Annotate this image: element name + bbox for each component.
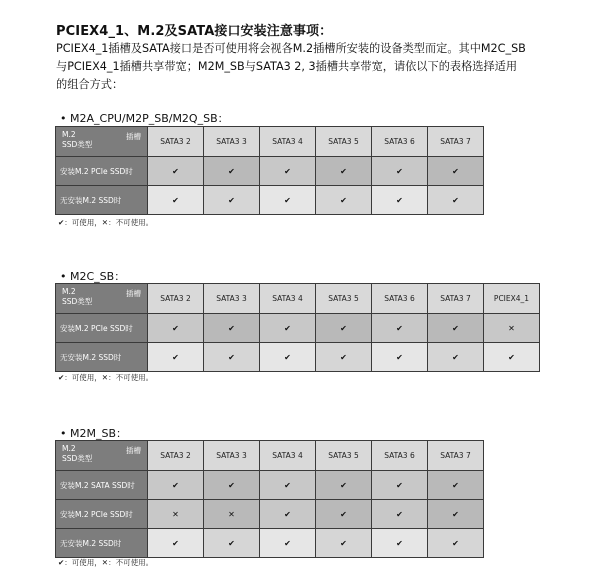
check-icon: ✔ [340,509,347,519]
table-cell [148,471,204,500]
check-icon: ✔ [228,480,235,490]
corner-type-line: SSD类型 [62,297,93,306]
table-cell [428,471,484,500]
table-cell [372,157,428,186]
column-header: SATA3 2 [148,127,204,157]
check-icon: ✔ [284,166,291,176]
table-m2c [55,283,540,372]
corner-type-line: M.2 [62,130,76,139]
section-label-text: M2M_SB： [70,427,128,440]
column-header: SATA3 2 [148,441,204,471]
bullet-icon: • [60,112,67,125]
table-cell [260,343,316,372]
table-cell [316,471,372,500]
column-header: SATA3 6 [372,127,428,157]
table-cell [148,529,204,558]
table-cell [204,343,260,372]
table-cell [204,500,260,529]
table-cell [260,471,316,500]
column-header: SATA3 2 [148,284,204,314]
check-icon: ✔ [340,538,347,548]
table-cell [260,529,316,558]
column-header: SATA3 4 [260,284,316,314]
table-cell [260,314,316,343]
column-header: SATA3 5 [316,127,372,157]
column-header: SATA3 4 [260,127,316,157]
check-icon: ✔ [284,352,291,362]
table-header-row [56,284,540,314]
row-header: 安装M.2 PCIe SSD时 [56,314,148,343]
table-cell [372,343,428,372]
check-icon: ✔ [340,195,347,205]
column-header: SATA3 4 [260,441,316,471]
check-icon: ✔ [228,195,235,205]
check-icon: ✔ [284,538,291,548]
check-icon: ✔ [452,480,459,490]
column-header: SATA3 3 [204,284,260,314]
table-cell [260,186,316,215]
check-icon: ✔ [452,509,459,519]
check-icon: ✔ [452,195,459,205]
column-header: SATA3 7 [428,284,484,314]
check-icon: ✔ [228,352,235,362]
table-m2m [55,440,484,558]
check-icon: ✔ [452,352,459,362]
check-icon: ✔ [284,480,291,490]
table-cell [428,500,484,529]
check-icon: ✔ [284,323,291,333]
check-icon: ✔ [284,509,291,519]
table-cell [204,314,260,343]
table-cell [428,314,484,343]
table-row [56,186,484,215]
check-icon: ✔ [396,323,403,333]
check-icon: ✔ [452,323,459,333]
table-cell [148,186,204,215]
cross-icon: ✕ [228,509,235,519]
legend: ✔：可使用，✕：不可使用。 [58,373,154,382]
corner-type-line: M.2 [62,287,76,296]
legend: ✔：可使用，✕：不可使用。 [58,558,154,567]
check-icon: ✔ [340,166,347,176]
section-label-text: M2C_SB： [70,270,126,283]
table-row [56,500,484,529]
table-row [56,343,540,372]
table-cell [372,500,428,529]
page-title: PCIEX4_1、M.2及SATA接口安装注意事项： [56,24,333,39]
cross-icon: ✕ [508,323,515,333]
section-label-m2a [60,110,229,126]
row-header: 安装M.2 SATA SSD时 [56,471,148,500]
table-cell [484,343,540,372]
table-cell [204,471,260,500]
table-header-row [56,441,484,471]
column-header: SATA3 7 [428,441,484,471]
column-header: SATA3 6 [372,284,428,314]
table-cell [204,157,260,186]
row-header: 无安装M.2 SSD时 [56,186,148,215]
corner-slot-label: 插槽 [126,132,141,141]
column-header: SATA3 3 [204,127,260,157]
table-row [56,529,484,558]
table-cell [260,157,316,186]
table-cell [428,186,484,215]
table-header-row [56,127,484,157]
corner-type-line: SSD类型 [62,140,93,149]
corner-slot-label: 插槽 [126,289,141,298]
row-header: 安装M.2 PCIe SSD时 [56,500,148,529]
table-row [56,157,484,186]
table-cell [316,186,372,215]
table-cell [372,186,428,215]
table-cell [148,500,204,529]
table-cell [316,500,372,529]
table-cell [260,500,316,529]
column-header: SATA3 5 [316,441,372,471]
check-icon: ✔ [340,323,347,333]
check-icon: ✔ [396,480,403,490]
section-label-m2c [60,268,125,284]
check-icon: ✔ [396,538,403,548]
check-icon: ✔ [172,323,179,333]
table-cell [204,186,260,215]
legend: ✔：可使用，✕：不可使用。 [58,218,154,227]
intro-line: PCIEX4_1插槽及SATA接口是否可使用将会视各M.2插槽所安装的设备类型而定。其中M2C_SB [56,42,526,55]
check-icon: ✔ [172,195,179,205]
check-icon: ✔ [228,323,235,333]
corner-type-label [62,130,92,150]
check-icon: ✔ [228,538,235,548]
intro-line: 的组合方式： [56,78,124,91]
corner-header [56,441,148,471]
column-header: SATA3 6 [372,441,428,471]
table-m2a [55,126,484,215]
check-icon: ✔ [340,352,347,362]
table-cell [204,529,260,558]
check-icon: ✔ [396,509,403,519]
table-cell [372,529,428,558]
check-icon: ✔ [452,538,459,548]
table-cell [372,314,428,343]
table-cell [428,343,484,372]
bullet-icon: • [60,427,67,440]
table-cell [148,343,204,372]
table-cell [316,343,372,372]
table-cell [316,529,372,558]
row-header: 安装M.2 PCIe SSD时 [56,157,148,186]
table-cell [316,157,372,186]
check-icon: ✔ [396,195,403,205]
intro-line: 与PCIEX4_1插槽共享带宽；M2M_SB与SATA3 2, 3插槽共享带宽，请依以下的表格选择适用 [56,60,518,73]
table-row [56,314,540,343]
column-header: SATA3 3 [204,441,260,471]
table-cell [484,314,540,343]
section-label-m2m [60,425,127,441]
table-cell [316,314,372,343]
check-icon: ✔ [340,480,347,490]
cross-icon: ✕ [172,509,179,519]
column-header: SATA3 5 [316,284,372,314]
check-icon: ✔ [228,166,235,176]
corner-header [56,127,148,157]
column-header: PCIEX4_1 [484,284,540,314]
column-header: SATA3 7 [428,127,484,157]
corner-slot-label: 插槽 [126,446,141,455]
corner-type-label [62,287,92,307]
bullet-icon: • [60,270,67,283]
check-icon: ✔ [172,166,179,176]
check-icon: ✔ [396,352,403,362]
check-icon: ✔ [172,538,179,548]
table-cell [148,314,204,343]
check-icon: ✔ [508,352,515,362]
check-icon: ✔ [396,166,403,176]
check-icon: ✔ [172,480,179,490]
corner-header [56,284,148,314]
intro-paragraph [56,40,561,94]
table-cell [428,529,484,558]
corner-type-line: M.2 [62,444,76,453]
corner-type-label [62,444,92,464]
check-icon: ✔ [172,352,179,362]
check-icon: ✔ [452,166,459,176]
table-cell [148,157,204,186]
table-row [56,471,484,500]
corner-type-line: SSD类型 [62,454,93,463]
check-icon: ✔ [284,195,291,205]
section-label-text: M2A_CPU/M2P_SB/M2Q_SB： [70,112,229,125]
row-header: 无安装M.2 SSD时 [56,529,148,558]
row-header: 无安装M.2 SSD时 [56,343,148,372]
table-cell [372,471,428,500]
table-cell [428,157,484,186]
